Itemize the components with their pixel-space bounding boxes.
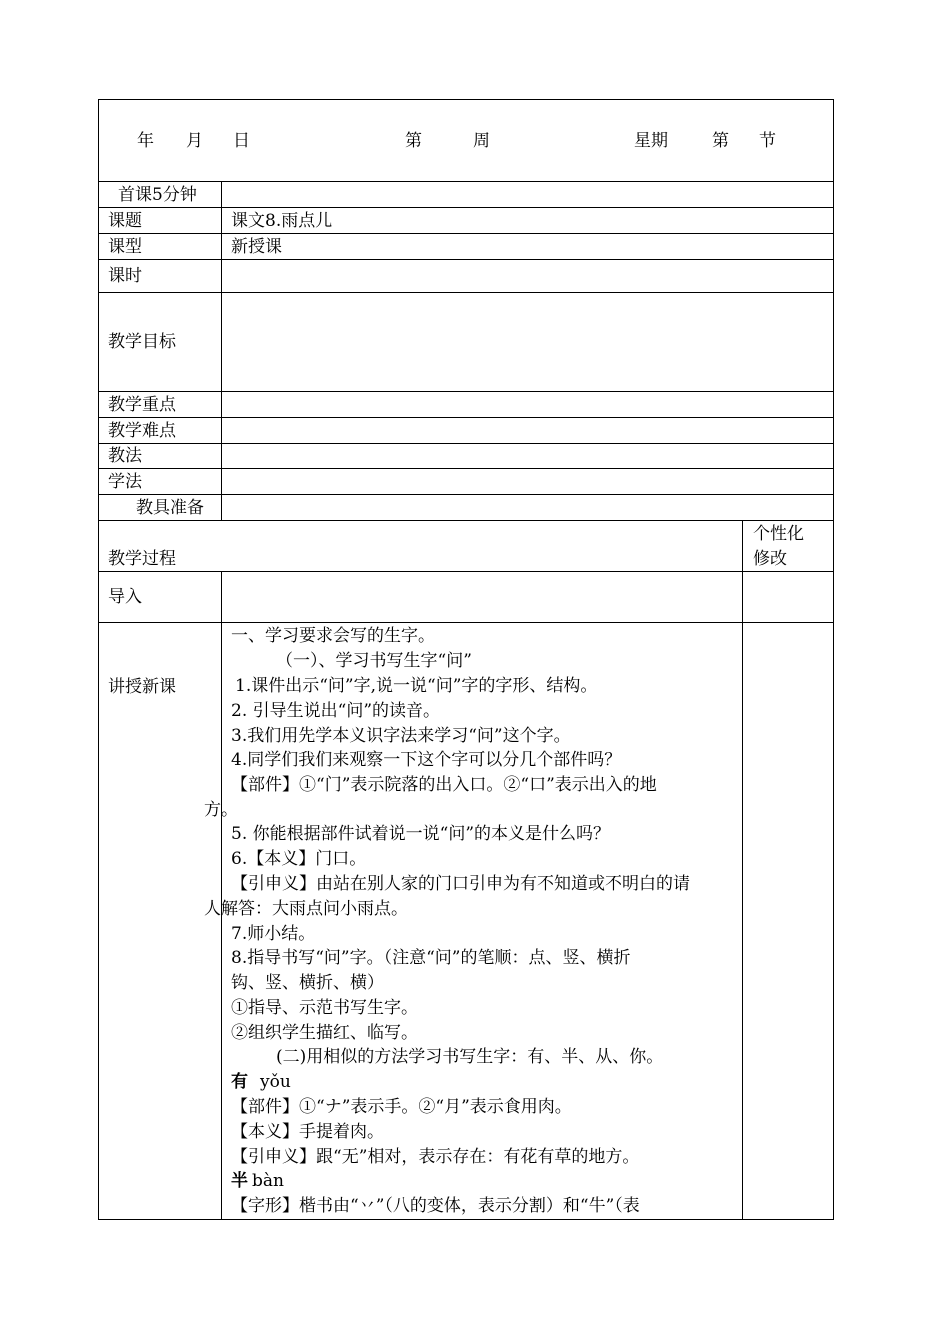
goals-label: 教学目标	[108, 332, 176, 352]
row-divider	[98, 571, 834, 572]
content-line: 人解答：大雨点问小雨点。	[204, 899, 408, 919]
content-line: 【引申义】由站在别人家的门口引申为有不知道或不明白的请	[231, 874, 690, 894]
content-line: 1.课件出示“问”字,说一说“问”字的字形、结构。	[235, 676, 598, 696]
content-line: ②组织学生描红、临写。	[231, 1023, 418, 1043]
personalize-label: 个性化	[753, 524, 804, 544]
header-period-prefix: 第	[712, 131, 729, 151]
label-column-divider	[221, 571, 222, 1219]
row-divider	[98, 520, 834, 521]
process-label: 教学过程	[108, 549, 176, 569]
pinyin-you: yǒu	[260, 1072, 291, 1092]
content-line: 钩、竖、横折、横）	[231, 973, 384, 993]
row-divider	[98, 259, 834, 260]
row-divider	[98, 292, 834, 293]
content-line: 方。	[204, 800, 238, 820]
content-line: ①指导、示范书写生字。	[231, 998, 418, 1018]
table-border-left	[98, 99, 99, 1220]
topic-label: 课题	[108, 211, 142, 231]
content-line: 6.【本义】门口。	[231, 849, 367, 869]
header-month: 月	[186, 131, 203, 151]
content-line: 2. 引导生说出“问”的读音。	[231, 701, 441, 721]
row-divider	[98, 233, 834, 234]
personalize-column-divider	[742, 520, 743, 1219]
hours-label: 课时	[108, 266, 142, 286]
content-line: 一、学习要求会写的生字。	[231, 626, 435, 646]
content-line: 7.师小结。	[231, 924, 316, 944]
row-divider	[98, 622, 834, 623]
learning-method-label: 学法	[108, 472, 142, 492]
row-divider	[98, 391, 834, 392]
content-line: 【本义】手提着肉。	[231, 1122, 384, 1142]
row-divider	[98, 443, 834, 444]
content-line: 8.指导书写“问”字。（注意“问”的笔顺：点、竖、横折	[231, 948, 631, 968]
character-ban: 半	[231, 1171, 248, 1191]
row-divider	[98, 494, 834, 495]
intro-label: 导入	[108, 587, 142, 607]
table-border-bottom	[98, 1219, 834, 1220]
row-divider	[98, 181, 834, 182]
pinyin-ban: bàn	[252, 1171, 284, 1191]
warmup-label: 首课5分钟	[118, 185, 197, 205]
header-year: 年	[137, 131, 154, 151]
header-week-suffix: 周	[473, 131, 490, 151]
row-divider	[98, 417, 834, 418]
row-divider	[98, 468, 834, 469]
topic-value: 课文8.雨点儿	[231, 211, 333, 231]
content-line: （一）、学习书写生字“问”	[276, 651, 472, 671]
table-border-top	[98, 99, 834, 100]
materials-label: 教具准备	[136, 498, 204, 518]
header-weekday: 星期	[634, 131, 668, 151]
label-column-divider	[221, 181, 222, 520]
content-line: 【部件】①“门”表示院落的出入口。②“口”表示出入的地	[231, 775, 657, 795]
key-points-label: 教学重点	[108, 395, 176, 415]
content-line: (二)用相似的方法学习书写生字：有、半、从、你。	[276, 1047, 664, 1067]
header-period-suffix: 节	[759, 131, 776, 151]
content-line: 3.我们用先学本义识字法来学习“问”这个字。	[231, 726, 571, 746]
header-week-prefix: 第	[405, 131, 422, 151]
content-line: 【引申义】跟“无”相对，表示存在：有花有草的地方。	[231, 1147, 640, 1167]
header-day: 日	[233, 131, 250, 151]
type-label: 课型	[108, 237, 142, 257]
type-value: 新授课	[231, 237, 282, 257]
content-line: 4.同学们我们来观察一下这个字可以分几个部件吗？	[231, 750, 622, 770]
content-line: 【字形】楷书由“丷”（八的变体，表示分割）和“牛”（表	[231, 1196, 640, 1216]
new-lesson-label: 讲授新课	[108, 677, 176, 697]
character-you: 有	[231, 1072, 248, 1092]
row-divider	[98, 207, 834, 208]
content-line: 【部件】①“ナ”表示手。②“月”表示食用肉。	[231, 1097, 572, 1117]
personalize-label: 修改	[753, 549, 787, 569]
teaching-method-label: 教法	[108, 446, 142, 466]
table-border-right	[833, 99, 834, 1220]
difficulties-label: 教学难点	[108, 421, 176, 441]
content-line: 5. 你能根据部件试着说一说“问”的本义是什么吗？	[231, 824, 611, 844]
